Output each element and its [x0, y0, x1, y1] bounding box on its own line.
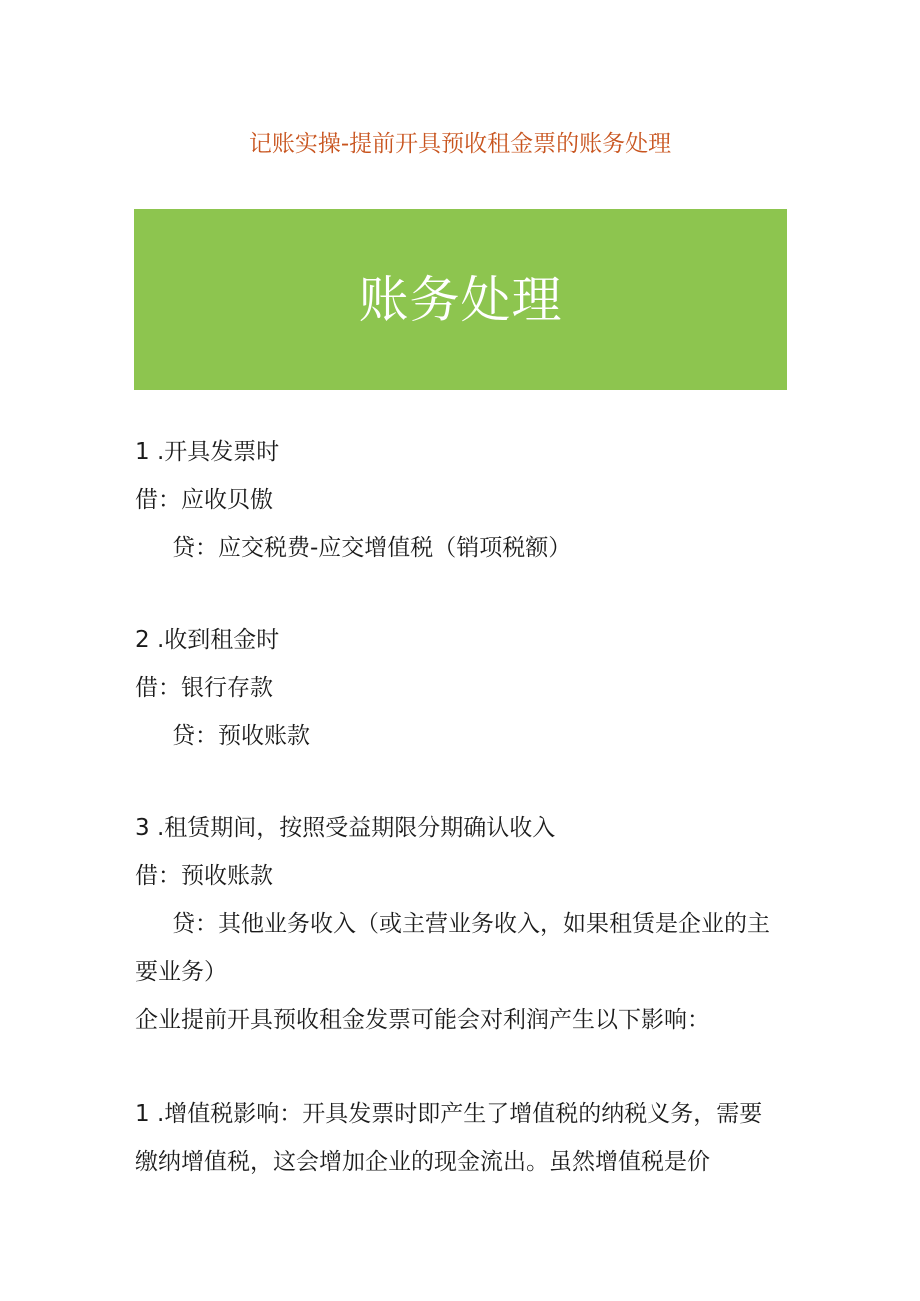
step-2-credit: 贷：预收账款: [172, 723, 310, 749]
step-2-debit: 借：银行存款: [135, 675, 273, 701]
step-3-debit: 借：预收账款: [135, 863, 273, 889]
document-title: 记账实操-提前开具预收租金票的账务处理: [248, 131, 672, 157]
step-3-credit-continued: 要业务）: [135, 959, 227, 985]
impact-1-line-1: 1 .增值税影响：开具发票时即产生了增值税的纳税义务，需要: [135, 1101, 763, 1127]
section-banner: [134, 209, 787, 390]
impact-1-line-2: 缴纳增值税，这会增加企业的现金流出。虽然增值税是价: [135, 1149, 710, 1175]
step-2-heading: 2 .收到租金时: [135, 627, 280, 653]
step-1-credit: 贷：应交税费-应交增值税（销项税额）: [172, 535, 572, 561]
step-1-heading: 1 .开具发票时: [135, 439, 280, 465]
step-3-heading: 3 .租赁期间，按照受益期限分期确认收入: [135, 815, 556, 841]
step-3-credit: 贷：其他业务收入（或主营业务收入，如果租赁是企业的主: [172, 911, 770, 937]
banner-title: 账务处理: [358, 270, 563, 329]
impact-intro: 企业提前开具预收租金发票可能会对利润产生以下影响：: [135, 1007, 710, 1033]
step-1-debit: 借：应收贝傲: [135, 487, 273, 513]
